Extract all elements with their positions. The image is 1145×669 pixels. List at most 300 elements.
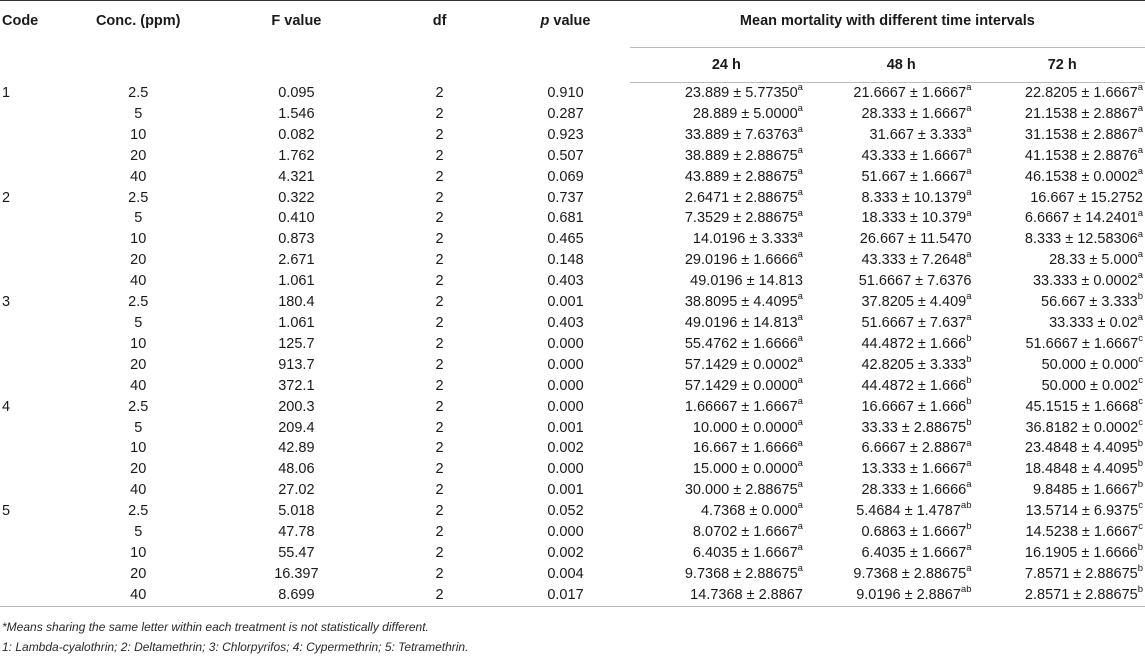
mortality-value: 16.667 ± 1.6666 [692, 440, 798, 457]
row-code: 1 [2, 84, 11, 101]
table-row [0, 480, 1145, 501]
mortality-value: 31.1538 ± 2.8867 [1024, 126, 1138, 143]
row-df: 2 [435, 524, 444, 541]
mortality-value: 6.4035 ± 1.6667 [692, 544, 798, 561]
row-f-value: 1.061 [278, 273, 315, 290]
row-mortality-72h [980, 188, 1145, 209]
row-mortality-72h [980, 271, 1145, 292]
mortality-value: 50.000 ± 0.002 [1041, 377, 1139, 394]
significance-letter: a [1137, 82, 1143, 94]
row-df: 2 [435, 231, 444, 248]
mortality-value: 36.8182 ± 0.0002 [1025, 419, 1139, 436]
significance-letter: b [966, 395, 972, 407]
significance-letter: a [966, 312, 972, 324]
row-mortality-72h [980, 543, 1145, 564]
row-code [0, 313, 62, 334]
row-mortality-24h [630, 438, 823, 459]
mortality-value: 7.8571 ± 2.88675 [1024, 565, 1138, 582]
row-code [0, 146, 62, 167]
row-p-value: 0.000 [547, 398, 584, 415]
row-code [0, 125, 62, 146]
significance-letter: b [1137, 291, 1143, 303]
significance-letter: a [966, 82, 972, 94]
mortality-value: 46.1538 ± 0.0002 [1024, 168, 1138, 185]
row-mortality-24h [630, 146, 823, 167]
mortality-value: 28.889 ± 5.0000 [692, 105, 798, 122]
mortality-value: 15.000 ± 0.0000 [692, 461, 798, 478]
row-p-value: 0.737 [547, 189, 584, 206]
significance-letter: a [1137, 207, 1143, 219]
row-p-value: 0.017 [501, 585, 630, 606]
row-mortality-24h [630, 334, 823, 355]
significance-letter: a [1137, 103, 1143, 115]
row-mortality-24h [630, 229, 823, 250]
mortality-value: 41.1538 ± 2.8876 [1024, 147, 1138, 164]
significance-letter: c [1138, 416, 1143, 428]
mortality-value: 14.5238 ± 1.6667 [1025, 524, 1139, 541]
row-mortality-24h [630, 271, 823, 292]
table-body [0, 83, 1145, 607]
row-mortality-72h [980, 146, 1145, 167]
row-df: 2 [435, 273, 444, 290]
mortality-value: 28.33 ± 5.000 [1049, 252, 1138, 269]
row-mortality-24h [630, 83, 823, 104]
significance-letter: a [797, 82, 803, 94]
row-mortality-48h [823, 564, 980, 585]
mortality-value: 51.6667 ± 7.6376 [858, 273, 972, 290]
row-mortality-48h [823, 438, 980, 459]
mortality-value: 57.1429 ± 0.0000 [684, 377, 798, 394]
header-row-1 [0, 1, 1145, 48]
significance-letter: a [966, 207, 972, 219]
row-p-value: 0.001 [547, 482, 584, 499]
significance-letter: a [797, 374, 803, 386]
row-p-value: 0.000 [547, 356, 584, 373]
mortality-value: 42.8205 ± 3.333 [861, 356, 967, 373]
significance-letter: a [966, 479, 972, 491]
row-mortality-72h [980, 480, 1145, 501]
row-f-value: 0.095 [278, 84, 315, 101]
significance-letter: a [966, 144, 972, 156]
mortality-value: 8.333 ± 12.58306 [1024, 231, 1138, 248]
mortality-value: 28.333 ± 1.6667 [861, 105, 967, 122]
row-mortality-24h [630, 167, 823, 188]
table-row [0, 271, 1145, 292]
significance-letter: a [966, 437, 972, 449]
row-p-value: 0.000 [547, 461, 584, 478]
mortality-value: 7.3529 ± 2.88675 [684, 210, 798, 227]
significance-letter: a [797, 144, 803, 156]
significance-letter: b [966, 333, 972, 345]
row-mortality-72h [980, 355, 1145, 376]
mortality-value: 14.0196 ± 3.333 [692, 231, 798, 248]
mortality-value: 33.889 ± 7.63763 [684, 126, 798, 143]
row-mortality-48h [823, 459, 980, 480]
table-row [0, 250, 1145, 271]
table-row [0, 125, 1145, 146]
row-code [0, 104, 62, 125]
row-conc: 40 [130, 482, 147, 499]
significance-letter: a [1137, 144, 1143, 156]
row-df: 2 [435, 482, 444, 499]
row-f-value: 200.3 [278, 398, 315, 415]
mortality-value: 38.889 ± 2.88675 [684, 147, 798, 164]
row-mortality-72h [980, 313, 1145, 334]
row-code: 3 [2, 294, 11, 311]
mortality-value: 45.1515 ± 1.6668 [1025, 398, 1139, 415]
row-df: 2 [435, 544, 444, 561]
row-df: 2 [435, 210, 444, 227]
mortality-value: 1.66667 ± 1.6667 [684, 398, 798, 415]
row-f-value: 16.397 [274, 565, 319, 582]
significance-letter: a [797, 123, 803, 135]
mortality-value: 13.5714 ± 6.9375 [1025, 503, 1139, 520]
row-code: 2 [2, 189, 11, 206]
significance-letter: a [797, 207, 803, 219]
significance-letter: a [797, 395, 803, 407]
row-conc: 2.5 [128, 398, 149, 415]
mortality-value: 37.8205 ± 4.409 [861, 294, 967, 311]
row-conc: 20 [130, 565, 147, 582]
significance-letter: a [966, 103, 972, 115]
significance-letter: a [966, 458, 972, 470]
row-p-value: 0.287 [547, 105, 584, 122]
row-mortality-48h [823, 501, 980, 522]
mortality-value: 33.333 ± 0.0002 [1032, 273, 1138, 290]
significance-letter: a [797, 416, 803, 428]
row-mortality-24h [630, 104, 823, 125]
row-mortality-72h [980, 125, 1145, 146]
table-row [0, 167, 1145, 188]
significance-letter: a [1137, 249, 1143, 261]
row-df: 2 [435, 377, 444, 394]
row-mortality-48h [823, 480, 980, 501]
row-conc: 5 [134, 524, 143, 541]
table-row [0, 501, 1145, 522]
mortality-value: 9.7368 ± 2.88675 [853, 565, 967, 582]
significance-letter: b [1137, 563, 1143, 575]
footnote-legend: 1: Lambda-cyalothrin; 2: Deltamethrin; 3: Chlorpyrifos; 4: Cypermethrin; 5: Tetramethrin. [2, 639, 469, 654]
significance-letter: a [797, 437, 803, 449]
table-row [0, 459, 1145, 480]
row-mortality-72h [980, 208, 1145, 229]
row-code [0, 167, 62, 188]
row-df: 2 [435, 503, 444, 520]
row-conc: 2.5 [128, 189, 149, 206]
footnotes [0, 617, 1145, 657]
row-code [0, 438, 62, 459]
row-p-value: 0.052 [547, 503, 584, 520]
significance-letter: a [966, 542, 972, 554]
row-df: 2 [435, 294, 444, 311]
row-mortality-48h [823, 146, 980, 167]
row-df: 2 [435, 565, 444, 582]
mortality-value: 14.7368 ± 2.8867 [690, 586, 803, 603]
row-mortality-72h [980, 438, 1145, 459]
row-f-value: 48.06 [278, 461, 315, 478]
row-df: 2 [435, 147, 444, 164]
header-48h: 48 h [823, 48, 980, 83]
row-df: 2 [435, 126, 444, 143]
row-p-value: 0.403 [547, 273, 584, 290]
significance-letter: a [966, 249, 972, 261]
row-p-value: 0.000 [547, 524, 584, 541]
row-f-value: 1.061 [278, 314, 315, 331]
row-p-value: 0.681 [547, 210, 584, 227]
row-f-value: 47.78 [278, 524, 315, 541]
row-code [0, 585, 62, 606]
significance-letter: b [966, 353, 972, 365]
mortality-value: 56.667 ± 3.333 [1041, 294, 1138, 311]
row-mortality-48h [823, 585, 980, 606]
row-mortality-72h [980, 564, 1145, 585]
row-f-value: 0.082 [278, 126, 315, 143]
row-conc: 20 [130, 461, 147, 478]
row-df: 2 [435, 189, 444, 206]
mortality-value: 2.8571 ± 2.88675 [1024, 586, 1138, 603]
row-p-value: 0.002 [547, 440, 584, 457]
row-mortality-48h [823, 167, 980, 188]
table-row [0, 313, 1145, 334]
row-mortality-24h [630, 418, 823, 439]
row-mortality-24h [630, 125, 823, 146]
row-mortality-48h [823, 376, 980, 397]
row-f-value: 27.02 [278, 482, 315, 499]
header-p-rest: value [549, 13, 591, 29]
mortality-value: 10.000 ± 0.0000 [692, 419, 798, 436]
row-code [0, 271, 62, 292]
significance-letter: a [1137, 270, 1143, 282]
row-mortality-24h [630, 522, 823, 543]
mortality-value: 23.4848 ± 4.4095 [1024, 440, 1138, 457]
row-code [0, 355, 62, 376]
mortality-value: 31.667 ± 3.333 [869, 126, 967, 143]
row-mortality-72h [980, 250, 1145, 271]
table-row [0, 334, 1145, 355]
row-conc: 20 [130, 252, 147, 269]
mortality-value: 16.667 ± 15.2752 [1030, 189, 1143, 206]
row-mortality-48h [823, 397, 980, 418]
significance-letter: c [1138, 374, 1143, 386]
row-mortality-48h [823, 334, 980, 355]
significance-letter: b [966, 416, 972, 428]
row-mortality-48h [823, 522, 980, 543]
mortality-value: 57.1429 ± 0.0002 [684, 356, 798, 373]
row-code [0, 543, 62, 564]
row-p-value: 0.069 [547, 168, 584, 185]
row-f-value: 913.7 [278, 356, 315, 373]
mortality-value: 50.000 ± 0.000 [1041, 356, 1139, 373]
row-mortality-24h [630, 208, 823, 229]
mortality-value: 49.0196 ± 14.813 [690, 273, 803, 290]
row-p-value: 0.001 [547, 294, 584, 311]
row-p-value: 0.910 [547, 84, 584, 101]
row-f-value: 180.4 [278, 294, 315, 311]
significance-letter: c [1138, 333, 1143, 345]
row-df: 2 [435, 398, 444, 415]
header-code: Code [2, 13, 39, 29]
row-conc: 2.5 [128, 84, 149, 101]
row-code [0, 376, 62, 397]
row-mortality-24h [630, 459, 823, 480]
header-mean-mortality: Mean mortality with different time intervals [630, 1, 1145, 48]
row-mortality-48h [823, 418, 980, 439]
significance-letter: a [797, 353, 803, 365]
row-code [0, 250, 62, 271]
mortality-value: 21.1538 ± 2.8867 [1024, 105, 1138, 122]
row-mortality-24h [630, 543, 823, 564]
row-mortality-48h [823, 543, 980, 564]
mortality-value: 43.889 ± 2.88675 [684, 168, 798, 185]
row-conc: 20 [130, 356, 147, 373]
mortality-value: 18.333 ± 10.379 [861, 210, 967, 227]
mortality-value: 49.0196 ± 14.813 [684, 314, 798, 331]
table-row [0, 418, 1145, 439]
row-mortality-72h [980, 522, 1145, 543]
mortality-value: 13.333 ± 1.6667 [861, 461, 967, 478]
row-code: 5 [2, 503, 11, 520]
table-row [0, 397, 1145, 418]
significance-letter: a [1137, 312, 1143, 324]
table-row [0, 104, 1145, 125]
mortality-value: 29.0196 ± 1.6666 [684, 252, 798, 269]
row-code [0, 334, 62, 355]
row-df: 2 [435, 314, 444, 331]
mortality-value: 23.889 ± 5.77350 [684, 85, 798, 101]
mortality-value: 28.333 ± 1.6666 [861, 482, 967, 499]
table-row [0, 543, 1145, 564]
significance-letter: b [1137, 458, 1143, 470]
mortality-value: 6.6667 ± 14.2401 [1024, 210, 1138, 227]
row-df: 2 [435, 84, 444, 101]
header-72h: 72 h [980, 48, 1145, 83]
row-conc: 5 [134, 314, 143, 331]
significance-letter: a [966, 123, 972, 135]
row-conc: 10 [130, 231, 147, 248]
row-mortality-48h [823, 250, 980, 271]
row-code [0, 522, 62, 543]
mortality-value: 18.4848 ± 4.4095 [1024, 461, 1138, 478]
row-conc: 10 [130, 544, 147, 561]
row-conc: 40 [130, 273, 147, 290]
header-conc: Conc. (ppm) [95, 13, 181, 29]
table-row [0, 83, 1145, 104]
row-mortality-24h [630, 480, 823, 501]
row-mortality-24h [630, 564, 823, 585]
row-mortality-24h [630, 188, 823, 209]
row-df: 2 [435, 335, 444, 352]
mortality-value: 22.8205 ± 1.6667 [1024, 85, 1138, 101]
row-df: 2 [435, 356, 444, 373]
row-conc: 40 [130, 377, 147, 394]
row-mortality-24h [630, 501, 823, 522]
row-conc: 40 [62, 585, 215, 606]
table-row [0, 146, 1145, 167]
row-mortality-72h [980, 418, 1145, 439]
mortality-value: 8.0702 ± 1.6667 [692, 524, 798, 541]
significance-letter: b [1137, 542, 1143, 554]
row-p-value: 0.000 [547, 377, 584, 394]
mortality-value: 26.667 ± 11.5470 [859, 231, 972, 248]
significance-letter: a [966, 563, 972, 575]
mortality-value: 4.7368 ± 0.000 [700, 503, 798, 520]
row-code [0, 459, 62, 480]
row-f-value: 372.1 [278, 377, 315, 394]
row-df: 2 [435, 461, 444, 478]
row-mortality-24h [630, 292, 823, 313]
table-row [0, 208, 1145, 229]
significance-letter: ab [960, 583, 972, 595]
row-df: 2 [435, 419, 444, 436]
table-row [0, 585, 1145, 606]
mortality-value: 55.4762 ± 1.6666 [684, 335, 798, 352]
row-code [0, 229, 62, 250]
significance-letter: c [1138, 353, 1143, 365]
significance-letter: b [1137, 479, 1143, 491]
row-mortality-48h [823, 104, 980, 125]
row-f-value: 209.4 [278, 419, 315, 436]
row-f-value: 1.762 [278, 147, 315, 164]
row-f-value: 1.546 [278, 105, 315, 122]
row-mortality-72h [980, 501, 1145, 522]
mortality-value: 0.6863 ± 1.6667 [861, 524, 967, 541]
row-mortality-72h [980, 292, 1145, 313]
significance-letter: ab [960, 500, 972, 512]
row-mortality-24h [630, 376, 823, 397]
mortality-value: 8.333 ± 10.1379 [861, 189, 967, 206]
row-mortality-24h [630, 250, 823, 271]
row-code [0, 564, 62, 585]
row-conc: 2.5 [128, 503, 149, 520]
row-df: 2 [435, 440, 444, 457]
significance-letter: a [797, 333, 803, 345]
row-mortality-48h [823, 355, 980, 376]
row-conc: 5 [134, 210, 143, 227]
row-mortality-72h [980, 167, 1145, 188]
row-conc: 10 [130, 440, 147, 457]
row-df: 2 [435, 105, 444, 122]
table-row [0, 376, 1145, 397]
mortality-value: 9.8485 ± 1.6667 [1032, 482, 1138, 499]
row-mortality-24h [630, 355, 823, 376]
header-24h: 24 h [630, 48, 823, 83]
table-row [0, 522, 1145, 543]
row-mortality-24h [630, 397, 823, 418]
row-mortality-48h [823, 292, 980, 313]
mortality-value: 9.0196 ± 2.8867 [856, 586, 961, 603]
row-f-value: 2.671 [278, 252, 315, 269]
mortality-value: 33.333 ± 0.02 [1049, 314, 1138, 331]
row-p-value: 0.507 [547, 147, 584, 164]
significance-letter: a [797, 249, 803, 261]
row-mortality-48h [823, 125, 980, 146]
significance-letter: a [797, 563, 803, 575]
row-f-value: 0.322 [278, 189, 315, 206]
row-code: 4 [2, 398, 11, 415]
mortality-value: 43.333 ± 7.2648 [861, 252, 967, 269]
row-f-value: 5.018 [278, 503, 315, 520]
row-p-value: 0.004 [547, 565, 584, 582]
table-row [0, 292, 1145, 313]
row-mortality-72h [980, 376, 1145, 397]
row-df: 2 [435, 168, 444, 185]
row-mortality-72h [980, 229, 1145, 250]
significance-letter: a [797, 458, 803, 470]
mortality-value: 16.1905 ± 1.6666 [1024, 544, 1138, 561]
row-p-value: 0.000 [547, 335, 584, 352]
mortality-value: 9.7368 ± 2.88675 [684, 565, 798, 582]
row-conc: 40 [130, 168, 147, 185]
